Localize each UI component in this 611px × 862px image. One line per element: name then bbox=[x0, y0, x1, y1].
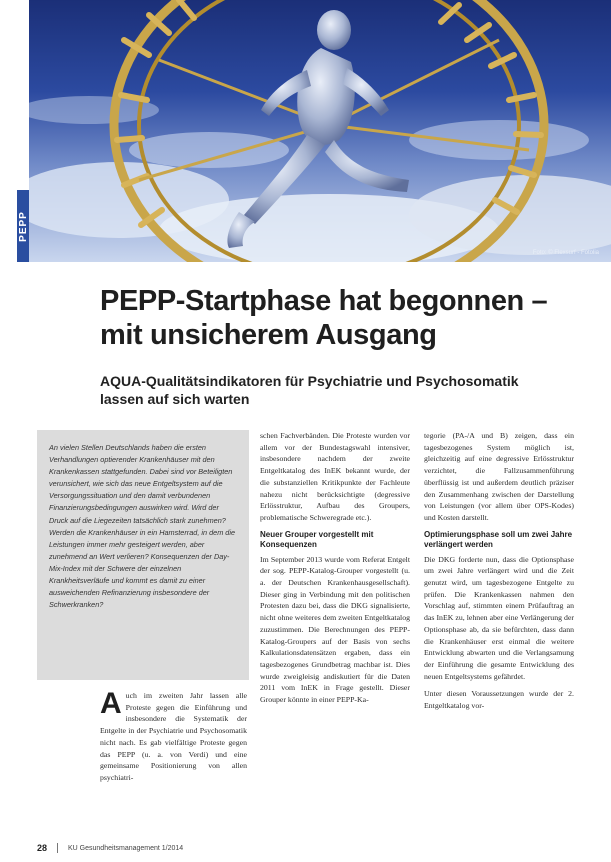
intro-box bbox=[37, 430, 249, 680]
page-footer bbox=[37, 843, 597, 853]
publication-name: KU Gesundheitsmanagement 1/2014 bbox=[68, 844, 184, 852]
intro-text: An vielen Stellen Deutschlands haben die ersten Verhandlungen optierender Krankenhäuser mit den Krankenkassen stattgefunden. Dabei sind vor Beteiligten verunsichert, wie sich das neue Entgeltsystem auf die Versorgungssituation und den damit verbundenen Finanzierungsbedingungen auswirken wird. Wird der Druck auf die Liegezeiten tatsächlich stark zunehmen? Werden die Krankenhäuser in ein Hamsterrad, in dem die Leistungen immer mehr gesteigert werden, aber zunehmend an Wert verlieren? Konsequenzen der Day-Mix-Index mit der Schwere der einzelnen Krankheitsverläufe und kommt es damit zu einer ausweichenden Refinanzierung insbesondere der Schwerkranken? bbox=[49, 443, 236, 610]
column-3-subtitle: Optimierungsphase soll um zwei Jahre verlängert werden bbox=[424, 529, 573, 550]
hero-photo bbox=[29, 0, 611, 262]
column-2-paragraph-1: schen Fachverbänden. Die Proteste wurden vor allem vor der Bundestagswahl intensiver, insbesondere nachdem der zweite Entgeltkatalog des InEK bekannt wurde, der die substanziellen Kritikpunkte der Fachleute nahezu nicht berücksichtigte (degressive Erlösstruktur, Aufbau des Groupers, problematische Schweregrade etc.). bbox=[260, 431, 410, 522]
column-2-paragraph-2: Im September 2013 wurde vom Referat Entgelt der sog. PEPP-Katalog-Grouper vorgestellt (u. a. der Deutschen Krankenhausgesellschaft). Dieser ging in Verbindung mit den politischen Protesten dazu bei, dass die DKG signalisierte, nicht ohne weiteres dem zweiten Entgeltkatalog zuzustimmen. Die Berechnungen des PEPP-Katalog-Groupers auf der Basis von sechs Kalkulationsdatensätzen ergaben, dass ein tagesbezogenes Grundbetrag machbar ist. Dies wurde zweigleisig andiskutiert für die Daten 2011 vom InEK in Frage gestellt. Dieser Grouper könnte in einer PEPP-Ka- bbox=[260, 554, 410, 705]
article-headline bbox=[100, 284, 590, 352]
section-tab bbox=[17, 190, 29, 262]
hamster-wheel-runner-illustration bbox=[29, 0, 611, 262]
column-2-subtitle: Neuer Grouper vorgestellt mit Konsequenzen bbox=[260, 529, 374, 550]
article-subheadline: AQUA-Qualitätsindikatoren für Psychiatrie und Psychosomatik lassen auf sich warten bbox=[100, 373, 519, 407]
column-1-text: uch im zweiten Jahr lassen alle Proteste gegen die Einführung und insbesondere die Systematik der Entgelte in der Psychiatrie und Psychosomatik nicht nach. Es gab vielfältige Proteste gegen das PEPP (u. a. von Verdi) und eine gemeinsame Positionierung von allen psychiatri- bbox=[100, 691, 247, 782]
column-1-paragraph bbox=[100, 687, 247, 784]
column-3-paragraph-1: tegorie (PA-/A und B) zeigen, dass ein tagesbezogenes System möglich ist, gleichzeitig auf eine degressive Erlösstruktur verzichtet, die Fallzusammenführung überflüssig ist und außerdem deutlich präziser den Zusammenhang zwischen der Darstellung von Leistungen (vor allem über OPS-Kodes) und Kosten darstellt. bbox=[424, 431, 574, 522]
column-3 bbox=[424, 430, 574, 718]
section-tab-label: PEPP bbox=[17, 210, 29, 242]
headline-line-2: mit unsicherem Ausgang bbox=[100, 319, 437, 351]
headline-line-1: PEPP-Startphase hat begonnen – bbox=[100, 285, 548, 317]
column-3-paragraph-2: Die DKG forderte nun, dass die Optionsphase um zwei Jahre verlängert wird und die Zeit genutzt wird, um tagesbezogene Entgelte zu prüfen. Die Krankenkassen nahmen den Vorschlag auf, stimmten einem Prüfauftrag an das InEK zu, lehnen aber eine Verlängerung der Optionsphase ab, da sie befürchten, dass dann die Krankenhäuser erst einmal die weitere Entwicklung abwarten und die Verlangsamung der Einführung die gesamte Entwicklung des neuen Entgeltsystems gefährdet. bbox=[424, 554, 574, 681]
column-3-paragraph-3: Unter diesen Voraussetzungen wurde der 2. Entgeltkatalog vor- bbox=[424, 689, 574, 711]
footer-divider bbox=[57, 843, 58, 853]
page-number: 28 bbox=[37, 843, 48, 853]
column-2 bbox=[260, 430, 410, 712]
drop-cap: A bbox=[100, 687, 122, 720]
column-1 bbox=[100, 687, 247, 790]
photo-credit: Foto: © Flexsurf - Fotolia bbox=[532, 250, 599, 256]
